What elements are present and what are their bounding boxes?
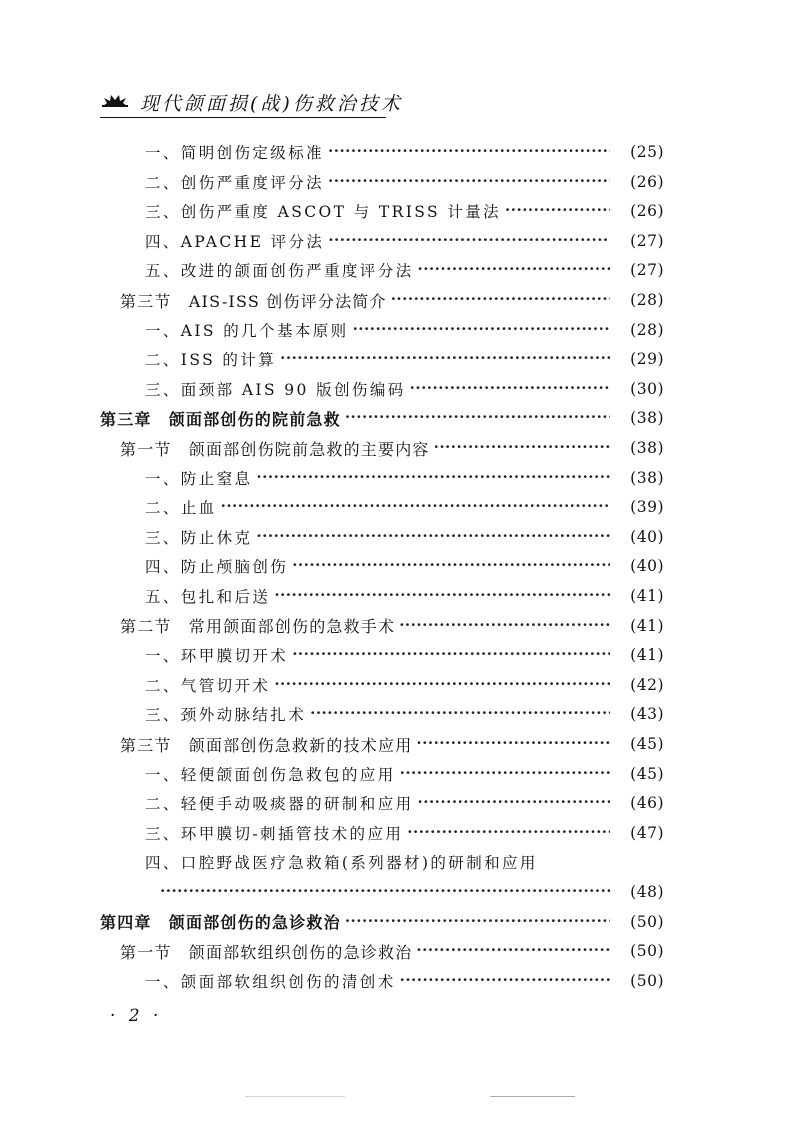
dot-leader — [410, 377, 610, 401]
dot-leader — [292, 554, 610, 578]
toc-entry-page: (30) — [630, 379, 664, 398]
toc-entry-page: (28) — [630, 291, 664, 309]
toc-entry-title: 一、轻便颌面创伤急救包的应用 — [145, 765, 396, 784]
dot-leader — [345, 910, 610, 934]
toc-entry-title: 二、止血 — [145, 499, 217, 518]
toc-entry-page: (26) — [630, 202, 664, 221]
toc-entry-page: (26) — [630, 172, 664, 191]
dot-leader — [345, 406, 610, 430]
toc-entry-title: 第一节 颌面部创伤院前急救的主要内容 — [120, 439, 430, 459]
dot-leader — [418, 258, 610, 282]
toc-entry-page: (38) — [630, 468, 664, 487]
toc-entry-title: 第四章 颌面部创伤的急诊救治 — [100, 913, 341, 933]
dot-leader — [310, 702, 610, 726]
header-rule — [100, 117, 386, 118]
toc-entry-item[interactable] — [145, 318, 664, 342]
dot-leader — [505, 199, 610, 223]
toc-entry-item[interactable] — [145, 702, 664, 726]
toc-entry-page: (47) — [630, 823, 664, 842]
toc-entry-page: (41) — [630, 646, 664, 665]
toc-entry-title: 四、APACHE 评分法 — [145, 232, 325, 251]
dot-leader — [274, 673, 610, 697]
toc-entry-item[interactable] — [145, 140, 664, 164]
toc-entry-section[interactable] — [120, 614, 664, 638]
toc-entry-page: (27) — [630, 261, 664, 280]
toc-entry-chapter[interactable] — [100, 910, 664, 934]
toc-entry-item[interactable] — [145, 643, 664, 667]
dot-leader — [328, 140, 610, 164]
toc-entry-item[interactable] — [145, 525, 664, 549]
toc-entry-page: (25) — [630, 143, 664, 161]
toc-entry-item[interactable] — [145, 229, 664, 253]
toc-entry-page: (50) — [630, 912, 664, 931]
book-title: 现代颌面损(战)伤救治技术 — [140, 93, 403, 115]
toc-entry-title: 一、简明创伤定级标准 — [145, 144, 325, 162]
toc-entry-item[interactable] — [145, 791, 664, 815]
dot-leader — [416, 732, 610, 756]
toc-entry-item[interactable] — [145, 199, 664, 223]
toc-entry-title: 第三章 颌面部创伤的院前急救 — [100, 409, 341, 429]
dot-leader — [400, 969, 610, 993]
dot-leader — [407, 821, 610, 845]
toc-entry-item[interactable] — [145, 969, 664, 993]
toc-entry-title: 一、防止窒息 — [145, 469, 253, 488]
toc-entry-item[interactable] — [145, 673, 664, 697]
dot-leader — [292, 643, 610, 667]
toc-entry-title: 四、口腔野战医疗急救箱(系列器材)的研制和应用 — [145, 854, 538, 873]
dot-leader — [328, 170, 610, 194]
toc-entry-title: 一、环甲膜切开术 — [145, 647, 289, 666]
page-number: · 2 · — [110, 1006, 163, 1026]
toc-entry-title: 四、防止颅脑创伤 — [145, 558, 289, 577]
dot-leader — [391, 288, 610, 312]
toc-entry-title: 三、颈外动脉结扎术 — [145, 706, 307, 725]
toc-entry-page: (38) — [630, 439, 664, 457]
running-header — [100, 88, 403, 120]
toc-entry-page: (39) — [630, 498, 664, 517]
toc-entry-item[interactable] — [145, 584, 664, 608]
toc-entry-page: (40) — [630, 557, 664, 576]
toc-entry-title: 五、包扎和后送 — [145, 588, 271, 606]
toc-entry-section[interactable] — [120, 939, 664, 963]
dot-leader — [274, 584, 610, 608]
toc-entry-page: (45) — [630, 764, 664, 783]
dot-leader — [221, 495, 610, 519]
dot-leader — [434, 436, 610, 460]
toc-entry-title: 第一节 颌面部软组织创伤的急诊救治 — [120, 942, 413, 962]
toc-entry-page: (45) — [630, 735, 664, 753]
dot-leader — [400, 762, 610, 786]
dot-leader — [353, 318, 610, 342]
toc-entry-title: 第三节 AIS-ISS 创伤评分法简介 — [120, 291, 387, 311]
dot-leader — [256, 466, 610, 490]
toc-entry-item[interactable] — [145, 850, 664, 874]
toc-entry-item[interactable] — [145, 377, 664, 401]
toc-entry-section[interactable] — [120, 436, 664, 460]
toc-entry-item[interactable] — [145, 347, 664, 371]
toc-entry-title: 一、颌面部软组织创伤的清创术 — [145, 972, 396, 991]
toc-entry-page: (48) — [630, 883, 664, 901]
toc-entry-item[interactable] — [145, 821, 664, 845]
toc-entry-page: (38) — [630, 409, 664, 428]
dot-leader — [328, 229, 610, 253]
toc-entry-title: 二、轻便手动吸痰器的研制和应用 — [145, 795, 414, 814]
toc-entry-title: 三、环甲膜切-刺插管技术的应用 — [145, 824, 404, 843]
toc-entry-page: (50) — [630, 971, 664, 990]
dot-leader — [160, 880, 610, 904]
scan-artifact — [490, 1096, 575, 1097]
toc-entry-item[interactable] — [145, 495, 664, 519]
dot-leader — [280, 347, 610, 371]
toc-entry-page: (28) — [630, 320, 664, 339]
toc-entry-page: (43) — [630, 705, 664, 724]
toc-entry-chapter[interactable] — [100, 406, 664, 430]
dot-leader — [256, 525, 610, 549]
toc-entry-title: 三、创伤严重度 ASCOT 与 TRISS 计量法 — [145, 203, 502, 222]
toc-entry-page: (40) — [630, 527, 664, 546]
toc-entry-title: 三、面颈部 AIS 90 版创伤编码 — [145, 380, 406, 399]
toc-entry-title: 二、ISS 的计算 — [145, 351, 277, 370]
dot-leader — [416, 939, 610, 963]
ornament-icon — [102, 94, 128, 108]
toc-entry-item[interactable] — [145, 258, 664, 282]
dot-leader — [399, 614, 610, 638]
toc-entry-item[interactable] — [145, 554, 664, 578]
toc-entry-item[interactable] — [145, 170, 664, 194]
toc-entry-title: 一、AIS 的几个基本原则 — [145, 321, 349, 340]
toc-entry-page: (27) — [630, 231, 664, 250]
dot-leader — [418, 791, 610, 815]
toc-entry-page: (41) — [630, 616, 664, 635]
toc-entry-section[interactable] — [120, 288, 664, 312]
toc-entry-page: (50) — [630, 942, 664, 961]
toc-entry-item[interactable] — [145, 466, 664, 490]
toc-entry-page: (46) — [630, 794, 664, 813]
toc-entry-title: 五、改进的颌面创伤严重度评分法 — [145, 262, 414, 281]
toc-entry-page: (41) — [630, 587, 664, 605]
toc-entry-section[interactable] — [120, 732, 664, 756]
toc-entry-title: 二、气管切开术 — [145, 676, 271, 695]
toc-entry-title: 第二节 常用颌面部创伤的急救手术 — [120, 617, 396, 637]
toc-entry-title: 三、防止休克 — [145, 528, 253, 547]
toc-entry-title: 二、创伤严重度评分法 — [145, 173, 325, 192]
toc-entry-cont[interactable] — [160, 880, 664, 904]
toc-entry-title: 第三节 颌面部创伤急救新的技术应用 — [120, 735, 413, 755]
toc-entry-item[interactable] — [145, 762, 664, 786]
toc-entry-page: (42) — [630, 675, 664, 694]
scan-artifact — [245, 1096, 345, 1097]
toc-entry-page: (29) — [630, 350, 664, 369]
